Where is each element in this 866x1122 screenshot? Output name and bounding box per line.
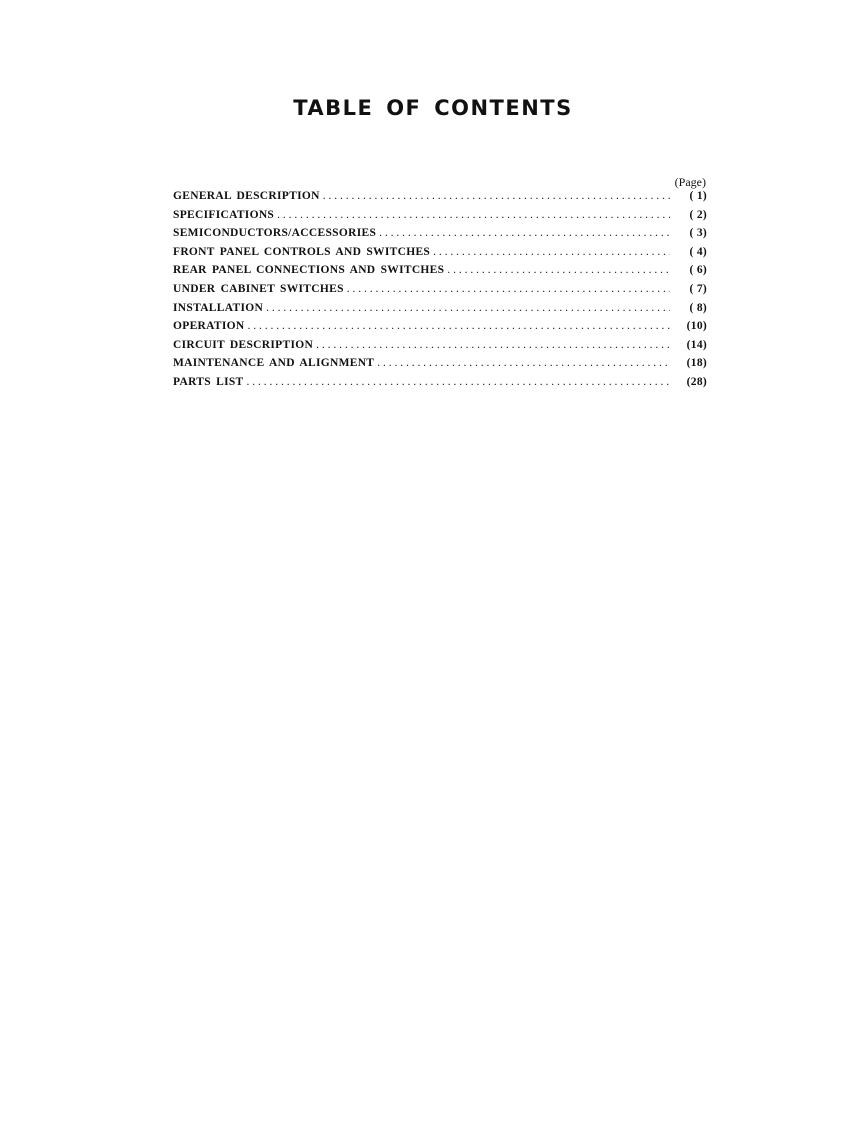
table-of-contents — [173, 190, 707, 395]
toc-entry-page: ( 3) — [689, 227, 707, 240]
toc-entry-label: INSTALLATION — [173, 301, 264, 314]
page-title: TABLE OF CONTENTS — [293, 96, 573, 120]
toc-entry — [173, 320, 707, 339]
toc-entry — [173, 209, 707, 228]
toc-entry-label: OPERATION — [173, 320, 245, 333]
dot-leader — [277, 209, 670, 221]
toc-entry-label: SEMICONDUCTORS/ACCESSORIES — [173, 227, 377, 240]
toc-entry — [173, 339, 707, 358]
toc-entry — [173, 302, 707, 321]
toc-entry-page: ( 1) — [689, 190, 707, 202]
toc-entry-label: MAINTENANCE AND ALIGNMENT — [173, 357, 375, 370]
toc-entry-label: GENERAL DESCRIPTION — [173, 190, 320, 202]
dot-leader — [379, 227, 670, 239]
toc-entry-page: (14) — [686, 338, 707, 351]
toc-entry-page: ( 7) — [689, 282, 707, 295]
page-column-header: (Page) — [674, 175, 706, 189]
dot-leader — [347, 283, 670, 295]
toc-entry-page: ( 2) — [689, 208, 707, 221]
toc-entry-page: (28) — [686, 375, 707, 388]
dot-leader — [248, 320, 671, 332]
dot-leader — [316, 339, 670, 351]
toc-entry-label: REAR PANEL CONNECTIONS AND SWITCHES — [173, 264, 445, 277]
toc-entry — [173, 246, 707, 265]
dot-leader — [266, 302, 670, 314]
toc-entry-page: (18) — [686, 357, 707, 370]
dot-leader — [247, 376, 670, 388]
dot-leader — [447, 264, 670, 276]
toc-entry-label: PARTS LIST — [173, 375, 244, 388]
toc-entry — [173, 190, 707, 209]
toc-entry-page: ( 4) — [689, 245, 707, 258]
dot-leader — [377, 357, 670, 369]
toc-entry — [173, 227, 707, 246]
toc-entry — [173, 283, 707, 302]
toc-entry-page: ( 6) — [689, 264, 707, 277]
toc-entry — [173, 376, 707, 395]
toc-entry-label: UNDER CABINET SWITCHES — [173, 282, 344, 295]
toc-entry-label: SPECIFICATIONS — [173, 208, 275, 221]
toc-entry-page: (10) — [686, 320, 707, 333]
toc-entry-page: ( 8) — [689, 301, 707, 314]
toc-entry-label: FRONT PANEL CONTROLS AND SWITCHES — [173, 245, 431, 258]
toc-entry-label: CIRCUIT DESCRIPTION — [173, 338, 314, 351]
toc-entry — [173, 357, 707, 376]
toc-entry — [173, 264, 707, 283]
dot-leader — [323, 190, 670, 202]
dot-leader — [433, 246, 670, 258]
